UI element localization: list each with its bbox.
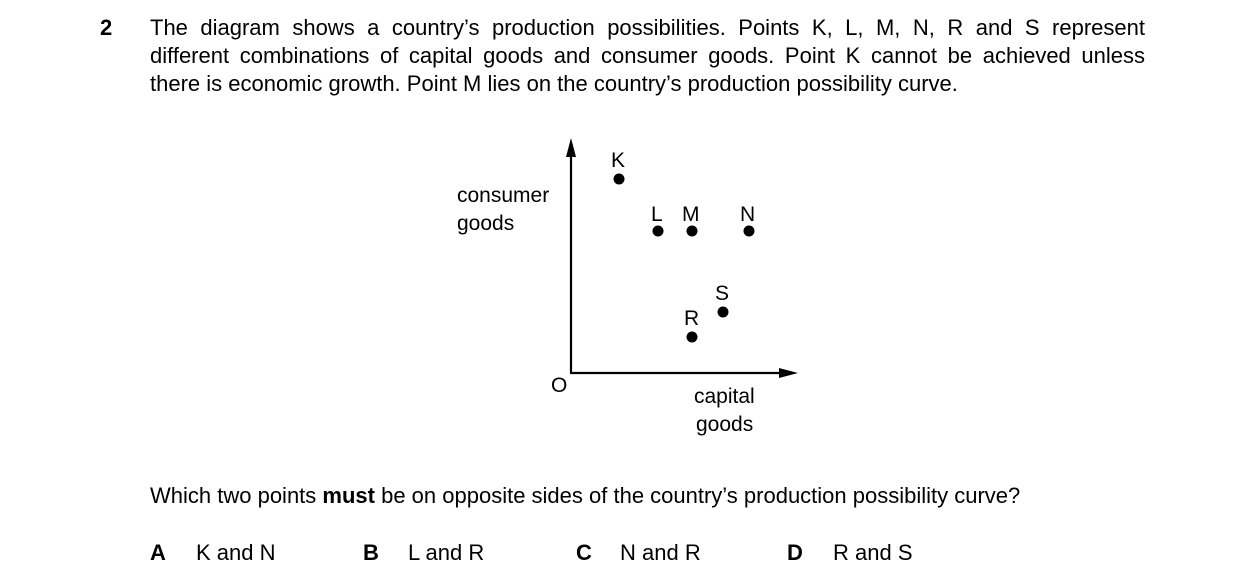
prompt-text-before: Which two points: [150, 483, 323, 508]
x-axis-label-line-2: goods: [696, 413, 754, 436]
point-marker-m: [687, 226, 698, 237]
point-marker-l: [653, 226, 664, 237]
point-marker-s: [718, 307, 729, 318]
question-prompt: [150, 482, 1020, 510]
prompt-emphasis: must: [322, 483, 375, 508]
x-axis-arrow-icon: [779, 368, 798, 378]
y-axis-label-line-2: goods: [457, 212, 515, 235]
point-marker-n: [744, 226, 755, 237]
point-k: [611, 149, 625, 185]
y-axis-label-line-1: consumer: [457, 184, 550, 207]
point-label-m: M: [682, 203, 700, 226]
option-a-letter: A: [150, 540, 166, 565]
point-label-l: L: [651, 203, 663, 226]
x-axis-label-line-1: capital: [694, 385, 755, 408]
point-s: [715, 282, 729, 318]
point-r: [684, 307, 699, 343]
point-marker-k: [614, 174, 625, 185]
point-l: [651, 203, 664, 237]
point-label-r: R: [684, 307, 700, 330]
point-n: [740, 203, 755, 237]
point-marker-r: [687, 332, 698, 343]
point-label-n: N: [740, 203, 756, 226]
stem-line-2: different combinations of capital goods and consumer goods. Point K cannot be achieved unless: [150, 43, 1145, 68]
y-axis-arrow-icon: [566, 138, 576, 157]
question-number: 2: [100, 15, 113, 40]
option-a-text: K and N: [196, 540, 276, 565]
point-m: [682, 203, 700, 237]
option-c-letter: C: [576, 540, 592, 565]
option-d-text: R and S: [833, 540, 913, 565]
option-b-text: L and R: [408, 540, 485, 565]
point-label-k: K: [611, 149, 626, 172]
origin-label: O: [551, 374, 568, 397]
stem-line-3: there is economic growth. Point M lies on the country’s production possibility curve.: [150, 71, 958, 96]
stem-line-1: The diagram shows a country’s production possibilities. Points K, L, M, N, R and S represent: [150, 15, 1145, 40]
option-d-letter: D: [787, 540, 803, 565]
option-c-text: N and R: [620, 540, 701, 565]
option-b-letter: B: [363, 540, 379, 565]
prompt-text-after: be on opposite sides of the country’s production possibility curve?: [374, 483, 1021, 508]
point-label-s: S: [715, 282, 730, 305]
